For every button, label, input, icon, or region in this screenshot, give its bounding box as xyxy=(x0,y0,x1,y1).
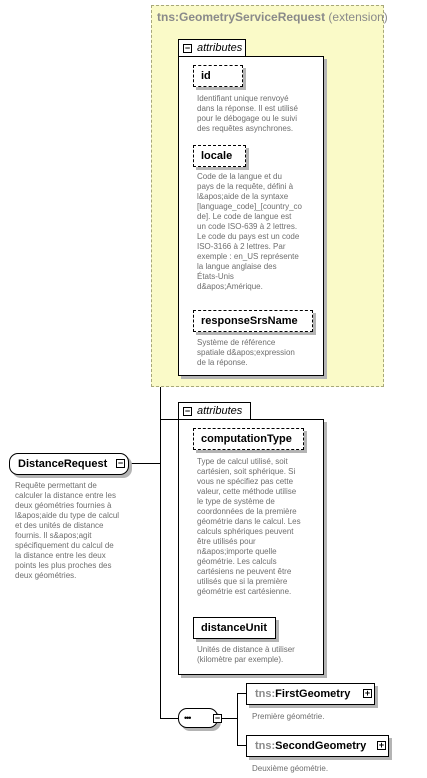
child-element-second-geometry[interactable] xyxy=(246,735,389,757)
root-element-collapse-toggle[interactable]: − xyxy=(117,458,124,468)
base-attributes-collapse-toggle[interactable]: − xyxy=(184,43,191,53)
first-geometry-prefix: tns: xyxy=(255,688,276,700)
first-geometry-expand-toggle[interactable]: + xyxy=(364,688,371,698)
attribute-id[interactable]: id xyxy=(193,65,243,87)
extension-prefix: tns: xyxy=(157,10,179,24)
second-geometry-expand-toggle[interactable]: + xyxy=(378,740,385,750)
root-element-doc: Requête permettant de calculer la distance entre les deux géométries fournies à l&apos;aide du type de calcul et des unités de distance fournis. Il s&apos;agit spécifiquement du calcul de la distance entre les deux points les plus proches des deux géométries. xyxy=(15,481,120,580)
attribute-response-srs-name-doc: Système de référence spatiale d&apos;expression de la réponse. xyxy=(197,338,295,367)
own-attributes-collapse-toggle[interactable]: − xyxy=(184,406,191,416)
own-attributes-tab xyxy=(178,402,251,420)
sequence-collapse-toggle[interactable]: − xyxy=(214,713,221,723)
child-element-first-geometry[interactable] xyxy=(246,683,375,705)
first-geometry-doc: Première géométrie. xyxy=(252,712,325,721)
attribute-id-doc: Identifiant unique renvoyé dans la réponse. Il est utilisé pour le débogage ou le suivi des requêtes asynchrones. xyxy=(197,94,298,133)
base-attributes-tab xyxy=(178,39,246,57)
attribute-distance-unit-doc: Unités de distance à utiliser (kilomètre par exemple). xyxy=(197,645,295,664)
attribute-distance-unit[interactable]: distanceUnit xyxy=(193,617,276,639)
attribute-locale[interactable]: locale xyxy=(193,145,246,167)
extension-name: GeometryServiceRequest xyxy=(179,10,326,24)
own-attributes-label: attributes xyxy=(197,405,243,417)
first-geometry-name: FirstGeometry xyxy=(275,688,351,700)
attribute-locale-doc: Code de la langue et du pays de la requête, défini à l&apos;aide de la syntaxe [language_code]_[country_co de]. Le code de langue est un code ISO-639 à 2 lettres. Le code du pays est un code ISO-3166 à 2 lettres. Par exemple : en_US représente la langue anglaise des États-Unis d&apos;Amérique. xyxy=(197,172,302,291)
root-element-distance-request[interactable] xyxy=(9,453,129,475)
extension-title xyxy=(157,10,388,24)
sequence-compositor[interactable] xyxy=(178,708,218,728)
attribute-response-srs-name[interactable]: responseSrsName xyxy=(193,310,313,332)
attribute-computation-type-doc: Type de calcul utilisé, soit cartésien, soit sphérique. Si vous ne spécifiez pas cette valeur, cette méthode utilise le type de système de coordonnées de la première géométrie dans le calcul. Les calculs sphériques peuvent être utilisés pour n&apos;importe quelle géométrie. Les calculs cartésiens ne peuvent être utilisés que si la première géométrie est cartésienne. xyxy=(197,457,301,596)
second-geometry-prefix: tns: xyxy=(255,740,276,752)
attribute-computation-type[interactable]: computationType xyxy=(193,428,304,450)
extension-suffix: (extension) xyxy=(328,10,388,24)
sequence-icon: ••• xyxy=(184,713,191,723)
base-attributes-label: attributes xyxy=(197,42,243,54)
second-geometry-doc: Deuxième géométrie. xyxy=(252,764,329,773)
second-geometry-name: SecondGeometry xyxy=(275,740,367,752)
root-element-name: DistanceRequest xyxy=(18,458,108,470)
